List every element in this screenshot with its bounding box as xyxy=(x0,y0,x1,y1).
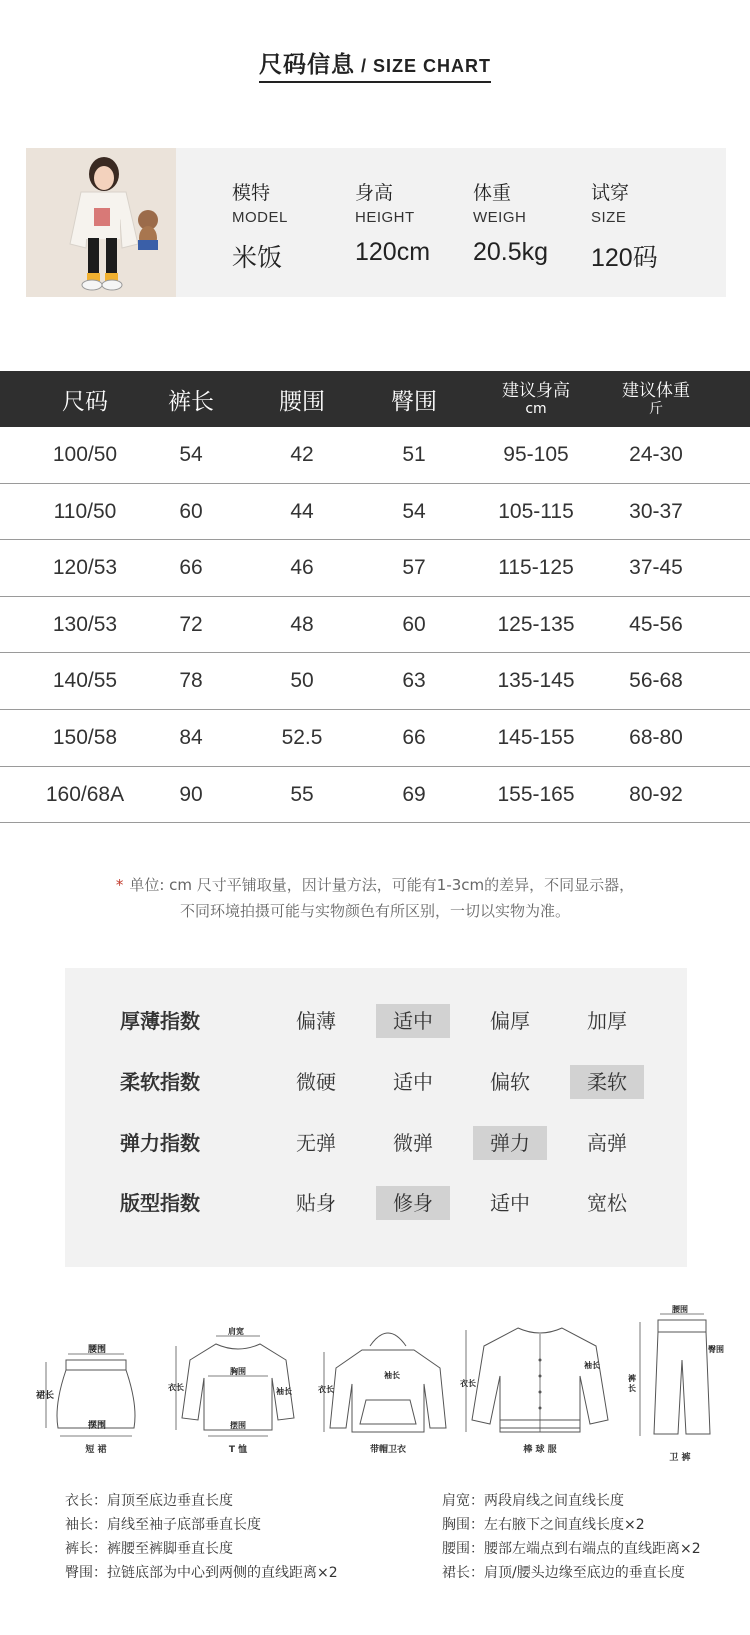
definition-left-1: 衣长：肩顶至底边垂直长度 xyxy=(65,1493,233,1509)
definition-left-3: 裤长：裤腰至裤脚垂直长度 xyxy=(65,1541,233,1557)
size-label-en: SIZE xyxy=(591,209,627,226)
weight-value: 20.5kg xyxy=(473,238,549,266)
cell-suggested-weight: 24-30 xyxy=(629,443,683,466)
fabric-option: 加厚 xyxy=(587,1009,627,1033)
model-label-zh: 模特 xyxy=(232,182,271,204)
skirt-hem-label: 摆围 xyxy=(88,1421,107,1431)
cell-waist: 46 xyxy=(290,556,314,580)
fabric-label-fit: 版型指数 xyxy=(120,1191,200,1215)
title-separator: / xyxy=(354,56,373,76)
cell-suggested-height: 145-155 xyxy=(497,725,575,749)
model-info-panel xyxy=(26,148,726,297)
tee-sleeve-label: 袖长 xyxy=(276,1387,292,1396)
jacket-diagram xyxy=(460,1320,620,1455)
model-height-column xyxy=(355,178,430,267)
fabric-option: 宽松 xyxy=(587,1191,627,1215)
header-suggested-weight: 建议体重 斤 xyxy=(622,381,690,417)
hoodie-body-label: 衣长 xyxy=(318,1385,334,1394)
fabric-option: 微弹 xyxy=(393,1131,433,1155)
jacket-caption: 棒 球 服 xyxy=(523,1445,557,1455)
cell-pants-length: 90 xyxy=(179,782,203,806)
definition-right-4: 裙长：肩顶/腰头边缘至底边的垂直长度 xyxy=(442,1565,685,1581)
tee-diagram xyxy=(168,1327,308,1455)
size-table-body xyxy=(0,427,750,823)
cell-suggested-weight: 68-80 xyxy=(629,725,683,749)
cell-suggested-height: 115-125 xyxy=(498,556,574,580)
tee-shoulder-label: 肩宽 xyxy=(228,1327,244,1336)
fabric-option-selected: 修身 xyxy=(376,1186,450,1220)
size-table-header xyxy=(0,371,750,427)
hoodie-diagram xyxy=(318,1324,458,1455)
weight-label-zh: 体重 xyxy=(473,182,512,204)
definition-left-4: 臀围：拉链底部为中心到两侧的直线距离×2 xyxy=(65,1565,338,1581)
fabric-row-elasticity xyxy=(65,1126,687,1160)
cell-hip: 63 xyxy=(402,669,426,693)
cell-hip: 57 xyxy=(402,556,426,580)
header-suggested-height: 建议身高 cm xyxy=(502,381,570,417)
fabric-option: 无弹 xyxy=(296,1131,336,1155)
cell-suggested-height: 135-145 xyxy=(497,669,575,693)
hoodie-outline xyxy=(318,1324,458,1440)
model-size-column xyxy=(591,178,658,274)
cell-size: 150/58 xyxy=(52,725,118,749)
page-title xyxy=(0,46,750,83)
fabric-option: 偏薄 xyxy=(296,1009,336,1033)
measurement-note xyxy=(0,872,750,924)
tee-caption: T 恤 xyxy=(228,1445,248,1455)
header-pants-length: 裤长 xyxy=(168,388,214,415)
fabric-option-selected: 弹力 xyxy=(473,1126,547,1160)
model-name-column xyxy=(232,178,288,274)
skirt-diagram xyxy=(36,1345,156,1455)
model-weight-column xyxy=(473,178,548,267)
pants-length-label: 裤长 xyxy=(628,1374,636,1393)
hoodie-sleeve-label: 袖长 xyxy=(384,1371,400,1380)
table-row xyxy=(0,484,750,541)
tee-hem-label: 摆围 xyxy=(230,1421,246,1430)
cell-pants-length: 66 xyxy=(179,556,203,580)
fabric-label-elasticity: 弹力指数 xyxy=(120,1131,200,1155)
height-label-en: HEIGHT xyxy=(355,209,415,226)
skirt-caption: 短 裙 xyxy=(85,1445,107,1455)
cell-suggested-weight: 80-92 xyxy=(629,782,683,806)
garment-diagrams xyxy=(0,1305,750,1470)
definition-right-2: 胸围：左右腋下之间直线长度×2 xyxy=(442,1517,645,1533)
cell-hip: 66 xyxy=(402,725,426,749)
height-value: 120cm xyxy=(355,238,431,266)
title-zh: 尺码信息 xyxy=(258,52,355,78)
table-row xyxy=(0,710,750,767)
fabric-option: 适中 xyxy=(393,1070,433,1094)
cell-waist: 44 xyxy=(290,499,314,523)
size-label-zh: 试穿 xyxy=(591,182,630,204)
cell-hip: 54 xyxy=(402,499,426,523)
cell-size: 100/50 xyxy=(52,443,118,466)
title-en: SIZE CHART xyxy=(373,56,491,76)
tee-chest-label: 胸围 xyxy=(230,1367,246,1376)
model-label-en: MODEL xyxy=(232,209,288,226)
header-size: 尺码 xyxy=(62,388,108,415)
table-row xyxy=(0,767,750,824)
cell-suggested-weight: 37-45 xyxy=(629,556,683,580)
fabric-label-thickness: 厚薄指数 xyxy=(120,1009,200,1033)
tee-body-label: 衣长 xyxy=(168,1383,184,1392)
header-height-unit: cm xyxy=(525,401,547,417)
size-value: 120码 xyxy=(591,244,658,272)
fabric-row-softness xyxy=(65,1065,687,1099)
model-photo xyxy=(26,148,176,297)
cell-hip: 69 xyxy=(402,782,426,806)
header-weight-unit: 斤 xyxy=(649,401,663,417)
definition-left-2: 袖长：肩线至袖子底部垂直长度 xyxy=(65,1517,261,1533)
table-row xyxy=(0,597,750,654)
pants-caption: 卫 裤 xyxy=(669,1453,691,1463)
cell-hip: 51 xyxy=(402,443,426,466)
fabric-label-softness: 柔软指数 xyxy=(120,1070,200,1094)
definition-right-3: 腰围：腰部左端点到右端点的直线距离×2 xyxy=(442,1541,701,1557)
size-table xyxy=(0,371,750,823)
cell-pants-length: 54 xyxy=(179,443,203,466)
header-waist: 腰围 xyxy=(279,388,325,415)
cell-suggested-height: 105-115 xyxy=(498,499,574,523)
table-row xyxy=(0,427,750,484)
fabric-index-panel xyxy=(65,968,687,1267)
hoodie-caption: 带帽卫衣 xyxy=(369,1445,406,1455)
cell-waist: 52.5 xyxy=(281,725,323,749)
cell-waist: 42 xyxy=(290,443,314,466)
fabric-option: 微硬 xyxy=(296,1070,336,1094)
cell-pants-length: 60 xyxy=(179,499,203,523)
cell-pants-length: 72 xyxy=(179,612,203,636)
note-line-1: 单位: cm 尺寸平铺取量，因计量方法，可能有1-3cm的差异，不同显示器， xyxy=(129,876,635,894)
pants-diagram xyxy=(628,1305,732,1463)
fabric-option: 高弹 xyxy=(587,1131,627,1155)
cell-size: 110/50 xyxy=(53,499,117,523)
cell-suggested-weight: 45-56 xyxy=(629,612,683,636)
jacket-body-label: 衣长 xyxy=(460,1379,476,1388)
fabric-option: 偏厚 xyxy=(490,1009,530,1033)
fabric-row-thickness xyxy=(65,1004,687,1038)
fabric-option: 偏软 xyxy=(490,1070,530,1094)
fabric-row-fit xyxy=(65,1186,687,1220)
cell-waist: 55 xyxy=(290,782,314,806)
cell-size: 160/68A xyxy=(45,782,125,806)
cell-hip: 60 xyxy=(402,612,426,636)
table-row xyxy=(0,653,750,710)
pants-waist-label: 腰围 xyxy=(672,1305,688,1314)
pants-hip-label: 臀围 xyxy=(708,1345,724,1354)
note-line-2: 不同环境拍摄可能与实物颜色有所区别，一切以实物为准。 xyxy=(179,902,570,920)
cell-suggested-height: 125-135 xyxy=(497,612,575,636)
cell-suggested-height: 155-165 xyxy=(497,782,575,806)
fabric-option: 适中 xyxy=(490,1191,530,1215)
note-star: * xyxy=(115,876,124,894)
header-hip: 臀围 xyxy=(391,388,437,415)
definition-right-1: 肩宽：两段肩线之间直线长度 xyxy=(442,1493,624,1509)
jacket-sleeve-label: 袖长 xyxy=(584,1361,600,1370)
skirt-waist-label: 腰围 xyxy=(88,1345,107,1355)
cell-size: 130/53 xyxy=(52,612,118,636)
cell-waist: 48 xyxy=(290,612,314,636)
weight-label-en: WEIGH xyxy=(473,209,527,226)
fabric-option: 贴身 xyxy=(296,1191,336,1215)
cell-pants-length: 78 xyxy=(179,669,203,693)
cell-suggested-weight: 56-68 xyxy=(629,669,683,693)
table-row xyxy=(0,540,750,597)
pants-outline xyxy=(628,1310,732,1446)
cell-suggested-height: 95-105 xyxy=(503,443,569,466)
cell-size: 140/55 xyxy=(52,669,118,693)
jacket-outline xyxy=(460,1320,620,1440)
model-name-value: 米饭 xyxy=(232,244,283,272)
fabric-option-selected: 柔软 xyxy=(570,1065,644,1099)
fabric-option-selected: 适中 xyxy=(376,1004,450,1038)
cell-size: 120/53 xyxy=(52,556,118,580)
cell-pants-length: 84 xyxy=(179,725,203,749)
skirt-length-label: 裙长 xyxy=(36,1391,55,1401)
cell-suggested-weight: 30-37 xyxy=(629,499,683,523)
height-label-zh: 身高 xyxy=(355,182,394,204)
cell-waist: 50 xyxy=(290,669,314,693)
